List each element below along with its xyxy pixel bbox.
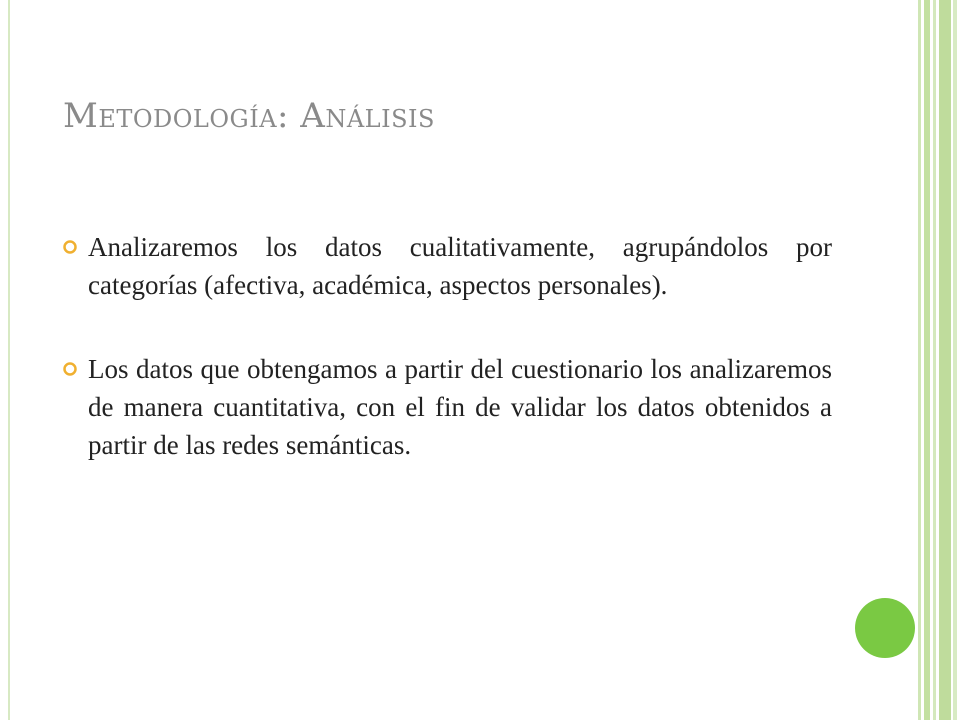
- bullet-item: [62, 350, 832, 464]
- bullet-list: [62, 228, 832, 510]
- bullet-text: Los datos que obtengamos a partir del cuestionario los analizaremos de manera cuantitativa, con el fin de validar los datos obtenidos a partir de las redes semánticas.: [88, 354, 832, 460]
- bullet-item: [62, 228, 832, 304]
- decorative-stripe: [918, 0, 921, 720]
- decorative-stripe: [924, 0, 930, 720]
- circle-outline-icon: [62, 361, 78, 377]
- decorative-stripe: [939, 0, 951, 720]
- frame-left-line: [8, 0, 10, 720]
- bullet-text: Analizaremos los datos cualitativamente, agrupándolos por categorías (afectiva, académica, aspectos personales).: [88, 232, 832, 300]
- slide-title: Metodología: Análisis: [63, 96, 435, 136]
- green-circle-decoration: [855, 598, 915, 658]
- decorative-stripe: [933, 0, 936, 720]
- circle-outline-icon: [62, 239, 78, 255]
- decorative-stripe: [953, 0, 957, 720]
